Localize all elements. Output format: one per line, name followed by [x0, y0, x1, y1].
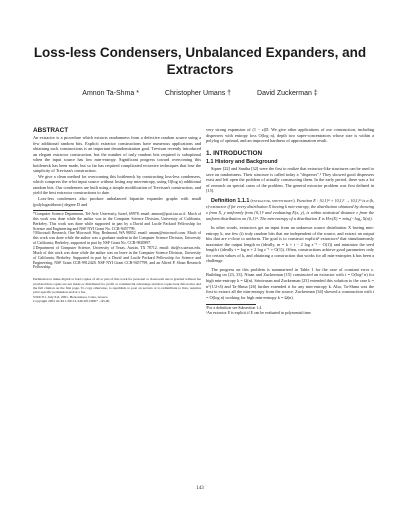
- venue-line: STOC'01, July 6-8, 2001, Hersonissos, Crete, Greece: [33, 294, 108, 299]
- author-1: Amnon Ta-Shma *: [82, 90, 139, 97]
- abstract-paragraph-3: Loss-less condensers also produce unbalanced bipartite expander graphs with small (polylogarithmic) degree D and: [33, 196, 201, 207]
- section-heading-introduction: 1. INTRODUCTION: [206, 149, 263, 157]
- author-list: [0, 90, 400, 97]
- abstract-paragraph-1: An extractor is a procedure which extracts randomness from a defective random source using a few additional random bits. Explicit extractor constructions have numerous applications and obtaining such constructions is an important derandomization goal. Trevisan recently introduced an elegant extractor construction, but the number of truly random bits required is suboptimal when the input source has low min-entropy. Significant progress toward overcoming this bottleneck has been made, but so far has required complicated recursive techniques that lose the simplicity of Trevisan's construction.: [33, 135, 201, 174]
- intro-paragraph-2: In other words, extractors get an input from an unknown source distribution X having min-entropy k, use few (t) truly random bits that are independent of the source, and extract an output bits that are ε-close to uniform. The goal is to construct explicit² extractors³ that simultaneously maximize the output length m (ideally, m = k + t − 2 log ε⁻¹ − O(1)) and minimize the seed length t (ideally t = log n + 2 log ε⁻¹ + O(1)). Often, constructions achieve good parameters only for certain values of k, and obtaining a construction that works for all min-entropies k has been a challenge.: [206, 225, 374, 264]
- page-number: 143: [196, 486, 204, 491]
- definition-1-1-1: [206, 198, 374, 221]
- right-column: [206, 127, 374, 316]
- footnotes-right: [206, 306, 374, 316]
- permission-text: Permission to make digital or hard copies of all or part of this work for personal or classroom use is granted without fee provided that copies are not made or distributed for profit or commercial advantage and that copies bear this notice and the full citation on the first page. To copy otherwise, to republish, to post on servers or to redistribute to lists, requires prior specific permission and/or a fee.: [33, 277, 201, 295]
- definition-name: (extractor, min-entropy).: [250, 197, 296, 203]
- definition-label: Definition 1.1.1: [211, 197, 250, 204]
- footnote-2: ²An extractor E is explicit if E can be evaluated in polynomial time.: [206, 311, 312, 316]
- footnote-author-3: ‡Department of Computer Science, University of Texas, Austin, TX 78712. email: diz@cs.utexas.edu. Much of this work was done while the author was on leave in the Computer Science Division, University of California, Berkeley. Supported in part by a David and Lucile Packard Fellowship for Science and Engineering, NSF Grant CCR-9912428, NSF NYI Grant CCR-9457799, and an Alfred P. Sloan Research Fellowship.: [33, 246, 201, 270]
- copyright-line: Copyright 2001 ACM 1-58113-349-9/01/0007 ...$5.00.: [33, 299, 111, 304]
- footnote-author-1: *Computer Science Department, Tel-Aviv University, Israel, 69978. email: amnon@post.tau.ac.il. Much of this work was done while the author was in the Computer Science Division, University of California, Berkeley. This work was done while supported in part by a David and Lucile Packard Fellowship for Science and Engineering and NSF NYI Grant No. CCR-9457799.: [33, 212, 201, 231]
- footnote-author-2: †Microsoft Research, One Microsoft Way, Redmond, WA 98052. email: umans@microsoft.com. Much of this work was done while the author was a graduate student in the Computer Science Division, University of California, Berkeley, supported in part by NSF Grant No. CCR-9820897.: [33, 231, 201, 246]
- intro-paragraph-3: The progress on this problem is summarized in Table 1 for the case of constant error ε. Building on [23, 33], Nisan and Zuckerman [15] constructed an extractor with t = O(log² n) for high min-entropy k = Ω(n). Srinivasan and Zuckerman [23] extended this solution to the case k = n^(1/2+δ) and Ta-Shma [26] further extended it for any min-entropy k. Also, Ta-Shma was the first to extract all the min-entropy from the source. Zuckerman [34] showed a construction with t = O(log n) working for high min-entropy k = Ω(n).: [206, 266, 374, 300]
- paper-title-line1: Loss-less Condensers, Unbalanced Expanders, and: [33, 45, 367, 60]
- paper-title: [0, 44, 400, 78]
- permission-block: [33, 277, 201, 303]
- left-column: [33, 127, 201, 304]
- abstract-paragraph-2: We give a clean method for overcoming this bottleneck by constructing loss-less condensers, which compress the n-bit input source without losing any min-entropy, using O(log n) additional random bits. Our condensers are built using a simple modification of Trevisan's construction, and yield the best extractor constructions to date.: [33, 173, 201, 196]
- author-2: Christopher Umans †: [164, 90, 232, 97]
- footnotes-authors: [33, 212, 201, 270]
- footnote-rule-right: [206, 304, 256, 305]
- abstract-heading: ABSTRACT: [33, 127, 69, 134]
- intro-paragraph-1: Sipser [22] and Santha [32] were the first to realize that extractor-like structures can be used to save on randomness. Their structure is called today a "disperser".¹ They showed good dispersers exist and left open the problem of actually constructing them. In the early period, there was a lot of research on special cases of the problem. The general extractor problem was first defined in [15].: [206, 166, 374, 194]
- footnote-rule: [33, 210, 83, 211]
- subsection-heading-history: 1.1 History and Background: [206, 158, 278, 165]
- author-3: David Zuckerman ‡: [257, 90, 318, 97]
- paper-title-line2: Extractors: [166, 62, 234, 77]
- footnote-1: ¹For a definition see Subsection 1.4.: [206, 306, 263, 311]
- definition-text: Function E : {0,1}ⁿ × {0,1}ᵗ → {0,1}ᵐ is a (k, ε)-extractor if for every distribution X having k min-entropy, the distribution obtained by drawing x from X, y uniformly from {0,1}ᵗ and evaluating E(x, y), is within statistical distance ε from the uniform distribution on {0,1}ᵐ. The min-entropy of a distribution X is H∞(X) = minₐ(−log₂ X(a)).: [206, 197, 375, 221]
- abstract-continuation: very strong expansion of (1 − ε)D. We give other applications of our construction, including dispersers with entropy loss O(log n), depth two super-concentrators whose size is within a polylog of optimal, and an improved hardness of approximation result.: [206, 127, 374, 144]
